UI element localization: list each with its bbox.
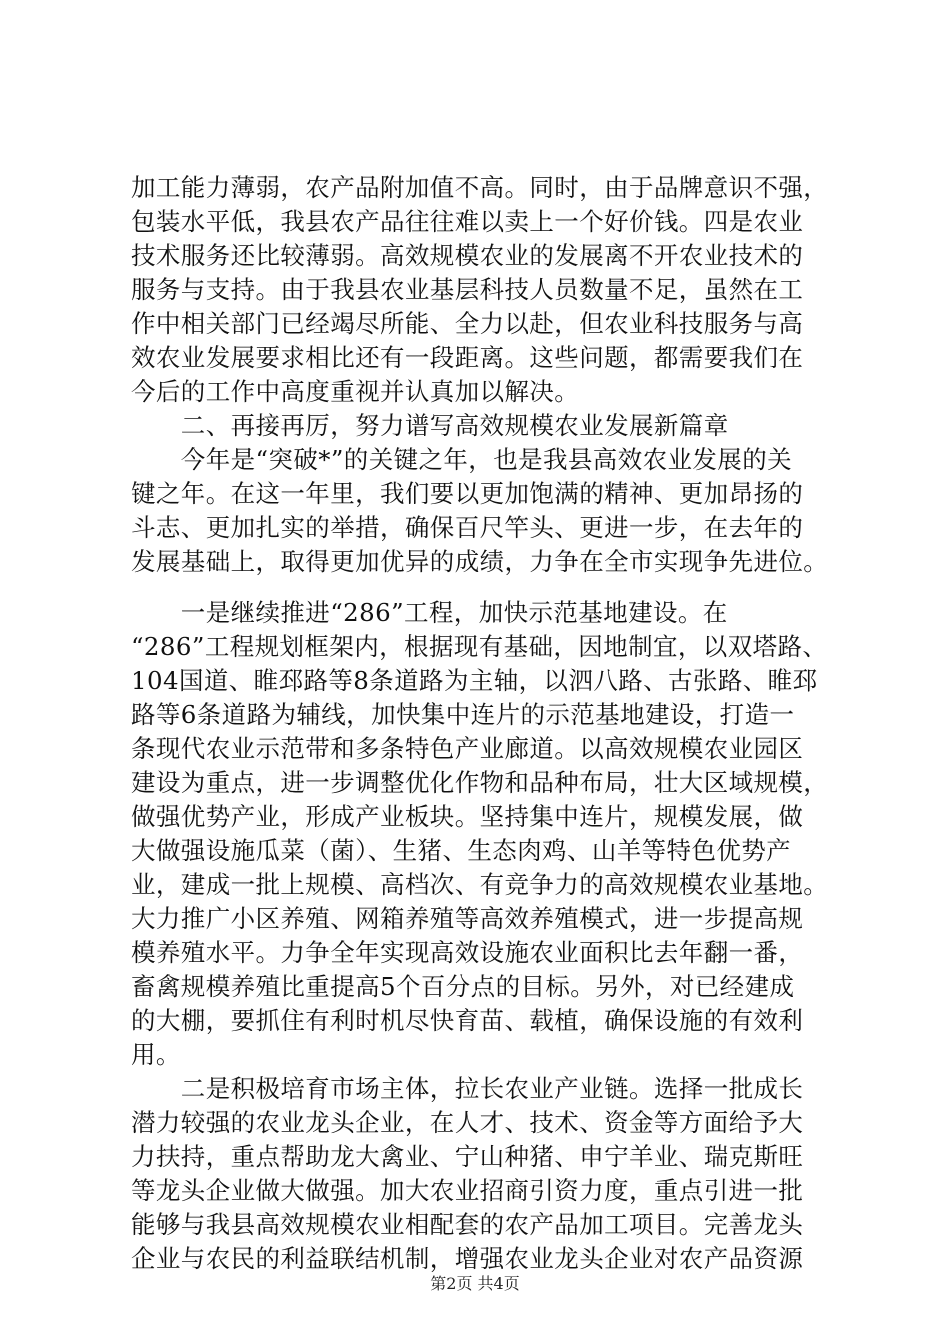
body-text-line: 包装水平低，我县农产品往往难以卖上一个好价钱。四是农业 <box>131 207 804 236</box>
page-number-footer: 第2页 共4页 <box>430 1274 520 1293</box>
body-text-line: 大力推广小区养殖、网箱养殖等高效养殖模式，进一步提高规 <box>131 904 804 933</box>
body-text-line: 大做强设施瓜菜（菌）、生猪、生态肉鸡、山羊等特色优势产 <box>131 836 792 865</box>
body-text-line: 一是继续推进“286”工程，加快示范基地建设。在 <box>131 598 728 627</box>
body-text-line: 效农业发展要求相比还有一段距离。这些问题，都需要我们在 <box>131 343 804 372</box>
body-text-line: 二是积极培育市场主体，拉长农业产业链。选择一批成长 <box>131 1074 804 1103</box>
body-text-line: 畜禽规模养殖比重提高5个百分点的目标。另外，对已经建成 <box>131 972 795 1001</box>
body-text-line: 今后的工作中高度重视并认真加以解决。 <box>131 377 580 406</box>
body-text-line: 今年是“突破*”的关键之年，也是我县高效农业发展的关 <box>131 445 792 474</box>
body-text-line: 键之年。在这一年里，我们要以更加饱满的精神、更加昂扬的 <box>131 479 804 508</box>
body-text-line: 104国道、睢邳路等8条道路为主轴，以泗八路、古张路、睢邳 <box>131 666 818 695</box>
body-text-line: 技术服务还比较薄弱。高效规模农业的发展离不开农业技术的 <box>131 241 804 270</box>
body-text-line: 做强优势产业，形成产业板块。坚持集中连片，规模发展，做 <box>131 802 804 831</box>
body-text-line: 建设为重点，进一步调整优化作物和品种布局，壮大区域规模， <box>131 768 829 797</box>
body-text-line: 力扶持，重点帮助龙大禽业、宁山种猪、申宁羊业、瑞克斯旺 <box>131 1142 804 1171</box>
body-text-line: 服务与支持。由于我县农业基层科技人员数量不足，虽然在工 <box>131 275 804 304</box>
body-text-line: 企业与农民的利益联结机制，增强农业龙头企业对农产品资源 <box>131 1244 804 1273</box>
body-text-line: 模养殖水平。力争全年实现高效设施农业面积比去年翻一番， <box>131 938 804 967</box>
body-text-line: 能够与我县高效规模农业相配套的农产品加工项目。完善龙头 <box>131 1210 804 1239</box>
body-text-line: 用。 <box>131 1040 181 1069</box>
body-text-line: “286”工程规划框架内，根据现有基础，因地制宜，以双塔路、 <box>131 632 828 661</box>
section-heading: 二、再接再厉，努力谱写高效规模农业发展新篇章 <box>131 411 729 440</box>
body-text-line: 条现代农业示范带和多条特色产业廊道。以高效规模农业园区 <box>131 734 804 763</box>
body-text-line: 加工能力薄弱，农产品附加值不高。同时，由于品牌意识不强， <box>131 173 829 202</box>
body-text-line: 斗志、更加扎实的举措，确保百尺竿头、更进一步，在去年的 <box>131 513 804 542</box>
body-text-line: 业，建成一批上规模、高档次、有竞争力的高效规模农业基地。 <box>131 870 829 899</box>
body-text-line: 发展基础上，取得更加优异的成绩，力争在全市实现争先进位。 <box>131 547 829 576</box>
body-text-line: 路等6条道路为辅线，加快集中连片的示范基地建设，打造一 <box>131 700 795 729</box>
body-text-line: 潜力较强的农业龙头企业，在人才、技术、资金等方面给予大 <box>131 1108 804 1137</box>
body-text-line: 作中相关部门已经竭尽所能、全力以赴，但农业科技服务与高 <box>131 309 804 338</box>
body-text-line: 等龙头企业做大做强。加大农业招商引资力度，重点引进一批 <box>131 1176 804 1205</box>
body-text-line: 的大棚，要抓住有利时机尽快育苗、载植，确保设施的有效利 <box>131 1006 804 1035</box>
